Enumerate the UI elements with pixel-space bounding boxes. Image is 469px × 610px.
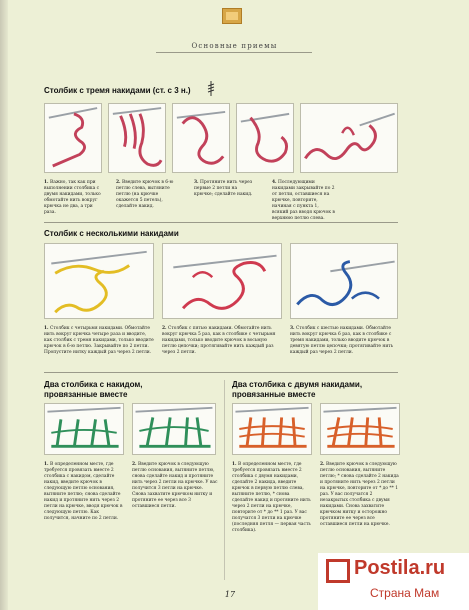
column-divider [224,380,225,580]
illustration-treble-together-step-2 [320,403,400,455]
page-number: 17 [224,590,236,599]
caption-multi-1: 1. Столбик с четырьмя накидами. Обмотайте нить вокруг крючка четыре раза и вводите, как столбик с тремя накидами, только вводите крючок в 6-ю петлю. Закрывайте по 2 петли. Пропустите нитку каждый раз через 2 петли. [44,326,154,355]
illustration-treble-result [300,103,398,173]
caption-treble-4: 4. Последующими накидами закрывайте по 2 от петли, оставшиеся на крючке, повторите, начиная с пункта 1, всякий раз вводя крючок в верхнюю петлю слева. [272,180,335,221]
watermark [318,553,469,610]
illustration-multi-blue [290,243,398,319]
caption-treble-2: 2. Введите крючок в 6-ю петлю слева, вытяните петлю (на крючке окажется 5 петель), сделайте накид. [116,180,174,209]
page-edge [0,0,8,610]
watermark-logo-icon [326,559,350,583]
illustration-treble-step-1 [44,103,102,173]
section-divider [44,372,398,373]
caption-multi-2: 2. Столбик с пятью накидами. Обмотайте нить вокруг крючка 5 раз, как в столбике с четырьмя накидами, только вводите крючок в восьмую петлю цепочки; протягивайте нить каждый раз через 2 петли. [162,326,276,355]
watermark-subtitle: Страна Мам [370,586,440,600]
section-title-treble-together: Два столбика с двумя накидами, провязанные вместе [232,380,363,399]
caption-treble-1: 1. Важно, так как при выполнении столбика с двумя накидами, только обмотайте нить вокруг крючка не два, а три раза. [44,180,101,215]
caption-treble-together-2: 2. Введите крючок в следующую петлю основания, вытяните петлю; * снова сделайте 2 накида и протяните нить через 2 петли на крючке, повторите от * до ** 1 раз. У вас получатся 2 незакрытых столбика с двумя накидами. Снова захватите крючком нитку и осторожно протяните ее через все оставшиеся петли на крючке. [320,462,399,527]
caption-treble-together-1: 1. В определенном месте, где требуется провязать вместе 2 столбика с двумя накидами, сделайте 2 накида, введите крючок в первую петлю слева, вытяните петлю, * снова сделайте накид и протяните нить через 2 петли на крючке, повторите от * до ** 1 раз. У вас получатся 3 петли на крючке (последняя петля — первая часть столбика). [232,462,311,533]
caption-double-2: 2. Введите крючок в следующую петлю основания, вытяните петлю, снова сделайте накид и протяните нить через 2 петли на крючке. У вас получится 3 петли на крючке. Снова захватите крючком нитку и протяните ее через все 3 оставшиеся петли. [132,462,218,509]
illustration-treble-step-4 [236,103,294,173]
section-title-treble: Столбик с тремя накидами (ст. с 3 н.) [44,86,191,95]
section-divider [44,222,398,223]
section-title-multi: Столбик с несколькими накидами [44,229,179,238]
illustration-double-step-2 [132,403,216,455]
illustration-double-step-1 [44,403,124,455]
illustration-treble-step-2 [108,103,166,173]
page-header: Основные приемы [191,42,278,50]
illustration-multi-red [162,243,282,319]
illustration-treble-step-3 [172,103,230,173]
illustration-multi-yellow [44,243,154,319]
header-rule [156,52,312,53]
section-title-double: Два столбика с накидом, провязанные вместе [44,380,143,399]
caption-multi-3: 3. Столбик с шестью накидами. Обмотайте нить вокруг крючка 6 раз, как в столбике с тремя накидами, только вводите крючок в девятую петлю цепочки; протягивайте нить каждый раз через 2 петли. [290,326,394,355]
book-logo-icon [222,8,242,24]
watermark-title: Postila.ru [354,557,446,579]
caption-treble-3: 3. Протяните нить через первые 2 петли на крючке; сделайте накид. [194,180,253,197]
caption-double-1: 1. В определенном месте, где требуется провязать вместе 2 столбика с накидом, сделайте накид, введите крючок в следующую петлю основания, вытяните петлю; снова сделайте накид и протяните нить через 2 петли на крючке, вводя крючок в следующую петлю. Как получится, начните по 2 петли. [44,462,123,521]
hook-symbol-icon [207,81,215,96]
illustration-treble-together-step-1 [232,403,312,455]
